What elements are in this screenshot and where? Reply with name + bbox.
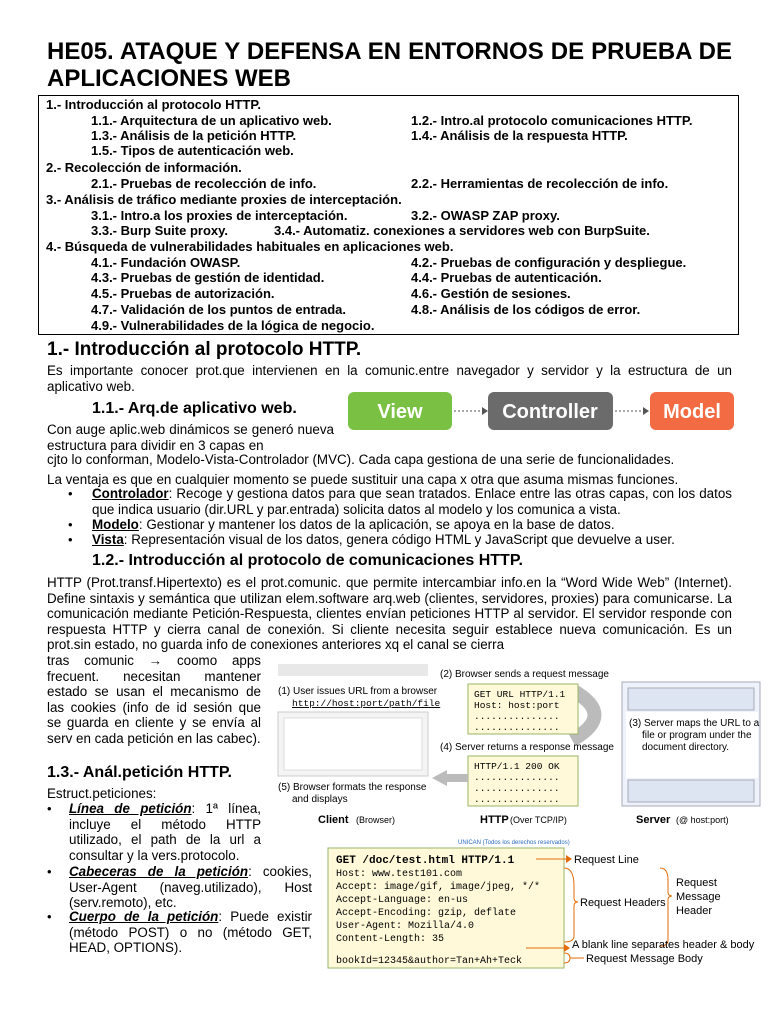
arrow-head <box>482 407 488 415</box>
toc-item: 1.2.- Intro.al protocolo comunicaciones HTTP. <box>411 113 693 128</box>
bullet-icon: • <box>47 801 52 816</box>
paragraph: Estruct.peticiones: <box>47 786 157 801</box>
toc-section-3: 3.- Análisis de tráfico mediante proxies de interceptación. <box>46 192 402 207</box>
dots: ............... <box>474 722 560 733</box>
step-3-text-2: file or program under the <box>642 730 752 741</box>
table-of-contents <box>38 95 739 335</box>
toc-item: 3.1.- Intro.a los proxies de interceptación. <box>91 208 348 223</box>
toc-section-1: 1.- Introducción al protocolo HTTP. <box>46 97 261 112</box>
response-status: HTTP/1.1 200 OK <box>474 761 560 772</box>
toc-item: 1.3.- Análisis de la petición HTTP. <box>91 128 297 143</box>
bullet-controlador: • Controlador: Recoge y gestiona datos para que sean tratados. Enlace entre las otras capas, con los datos que indica usuario (dir.URL y par.entrada) solicita datos al modelo y los comunica a vista. <box>68 486 732 517</box>
toc-item: 2.2.- Herramientas de recolección de info. <box>411 176 669 191</box>
body-brace <box>564 953 570 963</box>
paragraph: Es importante conocer prot.que intervienen en la comunic.entre navegador y servidor y la estructura de un aplicativo web. <box>47 363 732 394</box>
paragraph: HTTP (Prot.transf.Hipertexto) es el prot.comunic. que permite intercambiar info.en la “Word Wide Web” (Internet). Define sintaxis y semántica que utilizan elem.software arq.web (clientes, servidores, proxies) para comunicarse. La comunicación mediante Petición-Respuesta, clientes envían peticiones HTTP al servidor. El servidor responde con respuesta HTTP y cierra canal de conexión. Si cliente necesita seguir establece nueva comunicación. Es un prot.sin estado, no guarda info de conexiones anteriores xq el canal se cierra <box>47 575 732 652</box>
section-heading: 1.- Introducción al protocolo HTTP. <box>47 339 362 360</box>
server-unit <box>628 780 754 802</box>
toc-item: 3.3.- Burp Suite proxy. <box>91 223 229 238</box>
subsection-heading: 1.3.- Anál.petición HTTP. <box>47 764 232 781</box>
step-1-text: (1) User issues URL from a browser <box>278 686 438 697</box>
step-5-text: (5) Browser formats the response <box>278 782 427 793</box>
request-line: GET URL HTTP/1.1 <box>474 689 566 700</box>
toc-item: 1.5.- Tipos de autenticación web. <box>91 143 294 158</box>
arrow-head <box>566 855 572 863</box>
header-line: User-Agent: Mozilla/4.0 <box>336 921 475 932</box>
toc-item: 4.9.- Vulnerabilidades de la lógica de negocio. <box>91 318 375 333</box>
toc-item: 4.6.- Gestión de sesiones. <box>411 286 571 301</box>
view-label: View <box>377 401 423 423</box>
step-4-text: (4) Server returns a response message <box>440 742 614 753</box>
header-line: Accept-Language: en-us <box>336 895 469 906</box>
toc-item: 4.7.- Validación de los puntos de entrada. <box>91 302 347 317</box>
paragraph: tras comunic → coomo apps frecuent. necesitan mantener estado se usan el mecanismo de las cookies (info de id sesión que se guarda en cliente y se envía al serv en cada petición en las cabec). <box>47 653 261 746</box>
client-label: Client <box>318 814 349 826</box>
step-5-text-2: and displays <box>292 794 348 805</box>
model-label: Model <box>663 401 721 423</box>
header-brace <box>564 868 578 942</box>
header-line: Accept: image/gif, image/jpeg, */* <box>336 882 541 893</box>
request-line-label: Request Line <box>574 854 639 866</box>
request-line: GET /doc/test.html HTTP/1.1 <box>336 855 515 867</box>
arrow-to-client <box>432 770 447 786</box>
step-3-text: (3) Server maps the URL to a <box>629 718 760 729</box>
server-unit <box>628 688 754 710</box>
toc-item: 4.4.- Pruebas de autenticación. <box>411 270 602 285</box>
bullet-icon: • <box>68 517 73 532</box>
body-line: bookId=12345&author=Tan+Ah+Teck <box>336 956 523 967</box>
bullet-linea: • Línea de petición: 1ª línea, incluye el método HTTP utilizado, el path de la url a consultar y la vers.protocolo. <box>47 801 262 863</box>
browser-window-bar <box>278 664 428 676</box>
request-message-diagram <box>326 836 764 970</box>
header-line: Accept-Encoding: gzip, deflate <box>336 908 517 919</box>
paragraph: cjto lo conforman, Modelo-Vista-Controlador (MVC). Cada capa gestiona de una serie de funcionalidades. <box>47 452 675 467</box>
toc-item: 3.2.- OWASP ZAP proxy. <box>411 208 560 223</box>
step-3-text-3: document directory. <box>642 742 730 753</box>
http-sublabel: (Over TCP/IP) <box>510 815 567 825</box>
message-header-label: Header <box>676 905 713 917</box>
dots: ............... <box>474 794 560 805</box>
bullet-icon: • <box>47 864 52 879</box>
url-text: http://host:port/path/file <box>292 698 441 709</box>
subsection-heading: 1.2.- Introducción al protocolo de comunicaciones HTTP. <box>92 552 523 569</box>
toc-item: 4.3.- Pruebas de gestión de identidad. <box>91 270 325 285</box>
paragraph: Con auge aplic.web dinámicos se generó nueva estructura para dividir en 3 capas en <box>47 422 334 453</box>
bullet-icon: • <box>47 909 52 924</box>
http-flow-diagram <box>272 660 764 828</box>
server-sublabel: (@ host:port) <box>676 815 729 825</box>
step-2-text: (2) Browser sends a request message <box>440 669 609 680</box>
server-label: Server <box>636 814 671 826</box>
request-headers-label: Request Headers <box>580 897 666 909</box>
paragraph: La ventaja es que en cualquier momento se puede sustituir una capa x otra que asuma mismas funciones. <box>47 472 679 487</box>
bullet-icon: • <box>68 532 73 547</box>
header-line: Content-Length: 35 <box>336 934 445 945</box>
toc-item: 4.1.- Fundación OWASP. <box>91 255 241 270</box>
message-body-label: Request Message Body <box>586 953 703 965</box>
browser-content <box>284 718 422 770</box>
bullet-cabeceras: • Cabeceras de la petición: cookies, User-Agent (naveg.utilizado), Host (serv.remoto), etc. <box>47 864 312 910</box>
arrow-head <box>564 944 570 952</box>
toc-item: 1.4.- Análisis de la respuesta HTTP. <box>411 128 628 143</box>
controller-label: Controller <box>502 401 598 423</box>
message-header-label: Message <box>676 891 721 903</box>
blank-line-label: A blank line separates header & body <box>572 939 755 951</box>
bullet-icon: • <box>68 486 73 501</box>
subsection-heading: 1.1.- Arq.de aplicativo web. <box>92 400 297 417</box>
toc-item: 4.8.- Análisis de los códigos de error. <box>411 302 641 317</box>
toc-item: 1.1.- Arquitectura de un aplicativo web. <box>91 113 332 128</box>
message-header-label: Request <box>676 877 717 889</box>
dots: ............... <box>474 783 560 794</box>
header-line: Host: www.test101.com <box>336 869 463 880</box>
toc-section-2: 2.- Recolección de información. <box>46 160 242 175</box>
toc-item: 2.1.- Pruebas de recolección de info. <box>91 176 317 191</box>
toc-item: 4.2.- Pruebas de configuración y despliegue. <box>411 255 687 270</box>
bullet-modelo: • Modelo: Gestionar y mantener los datos de la aplicación, se apoya en la base de datos. <box>68 517 615 532</box>
toc-section-4: 4.- Búsqueda de vulnerabilidades habituales en aplicaciones web. <box>46 239 454 254</box>
toc-item: 4.5.- Pruebas de autorización. <box>91 286 275 301</box>
arrow-head <box>643 407 649 415</box>
mvc-diagram <box>346 388 736 434</box>
client-sublabel: (Browser) <box>356 815 396 825</box>
arrow-shaft <box>447 774 468 782</box>
page-title: HE05. ATAQUE Y DEFENSA EN ENTORNOS DE PRUEBA DE APLICACIONES WEB <box>47 38 732 92</box>
dots: ............... <box>474 711 560 722</box>
bullet-cuerpo: • Cuerpo de la petición: Puede existir (método POST) o no (método GET, HEAD, OPTIONS). <box>47 909 313 955</box>
dots: ............... <box>474 772 560 783</box>
credit-text: UNICAN (Todos los derechos reservados) <box>458 840 570 846</box>
bullet-vista: • Vista: Representación visual de los datos, genera código HTML y JavaScript que devuelve a user. <box>68 532 675 547</box>
request-host: Host: host:port <box>474 700 560 711</box>
toc-item: 3.4.- Automatiz. conexiones a servidores web con BurpSuite. <box>274 223 650 238</box>
http-label: HTTP <box>480 814 509 826</box>
